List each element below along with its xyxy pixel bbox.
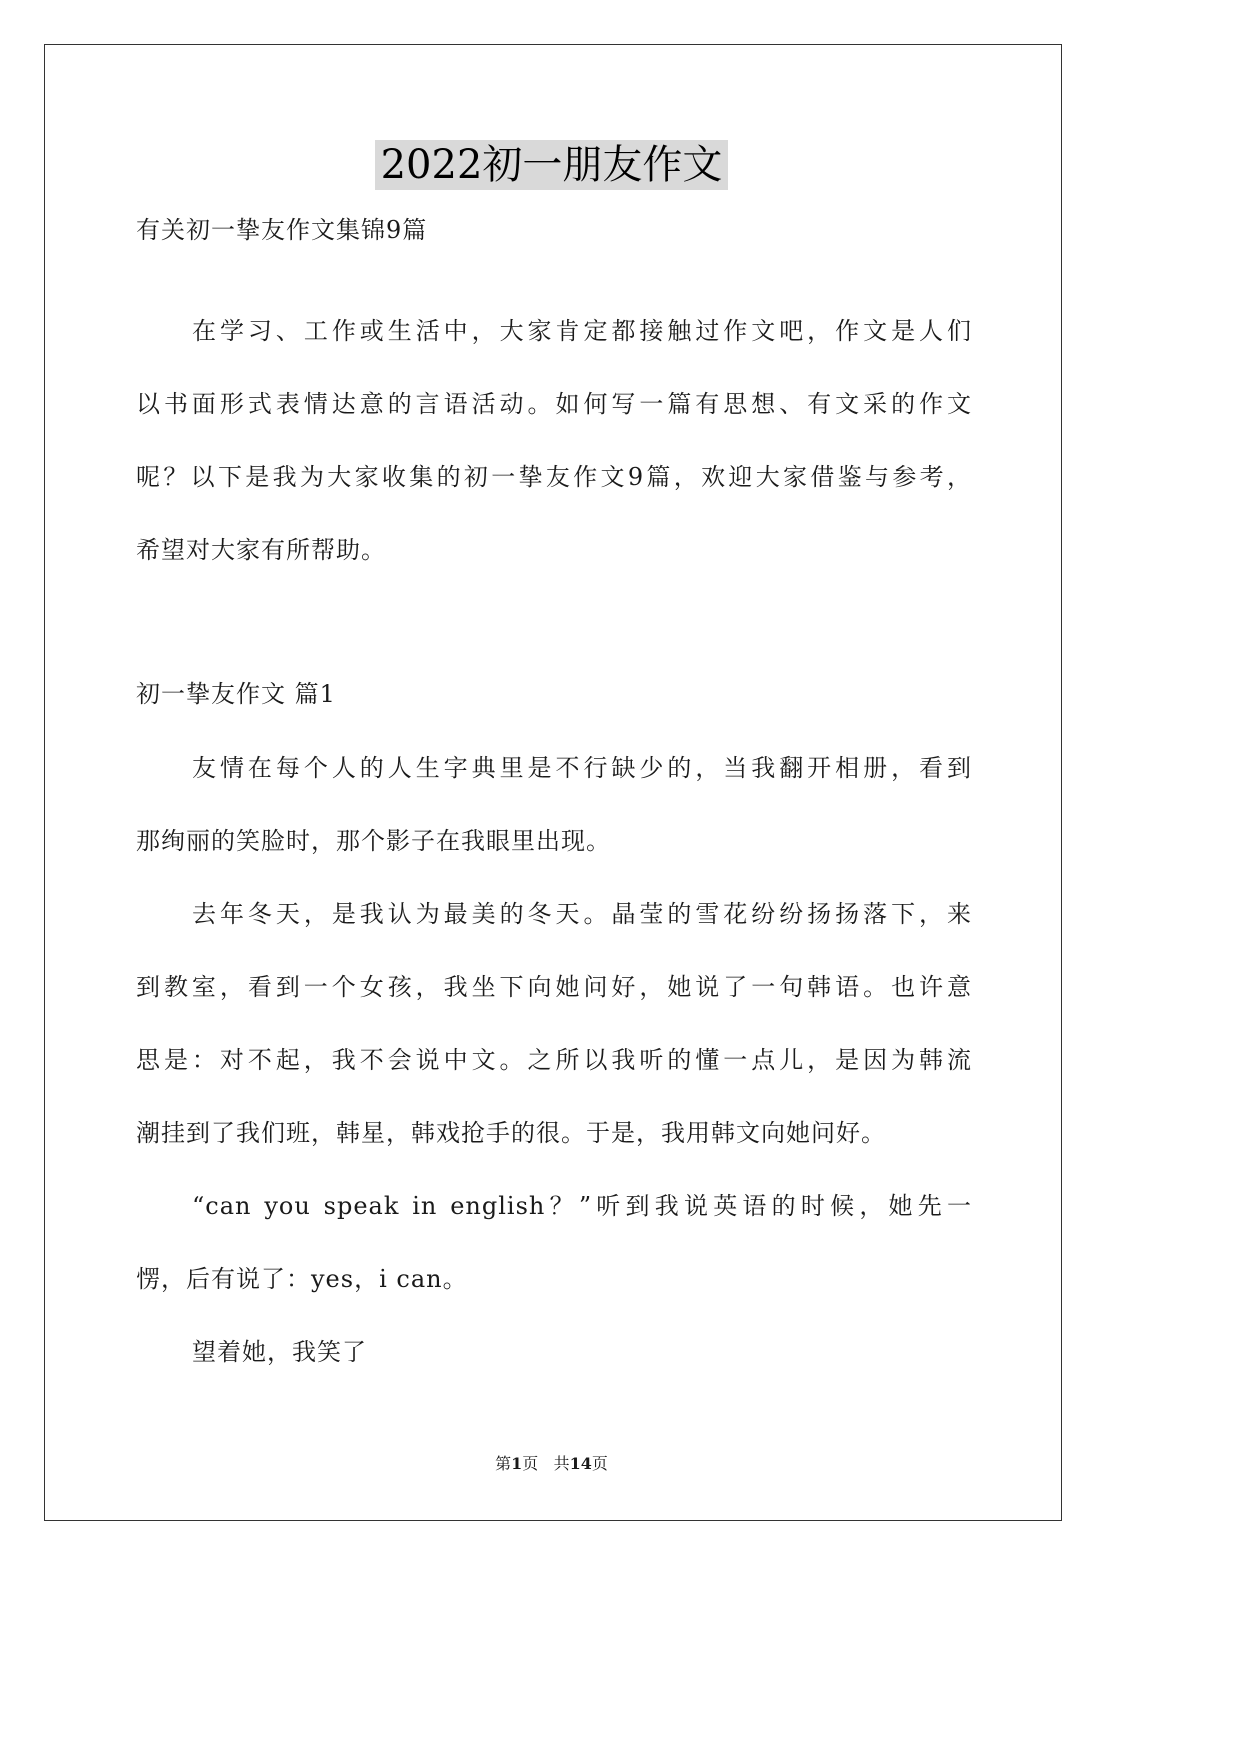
body-line-9: 望着她，我笑了 (192, 1338, 367, 1366)
footer-page-number: 1 (511, 1454, 523, 1473)
intro-line-4: 希望对大家有所帮助。 (136, 536, 386, 564)
intro-line-2: 以书面形式表情达意的言语活动。如何写一篇有思想、有文采的作文 (136, 390, 972, 418)
page-footer (0, 1452, 1103, 1476)
footer-total-prefix: 共 (553, 1454, 570, 1473)
footer-total-suffix: 页 (591, 1454, 608, 1473)
footer-page-suffix: 页 (522, 1454, 539, 1473)
body-line-7: “can you speak in english？”听到我说英语的时候，她先一 (192, 1192, 972, 1220)
subtitle: 有关初一挚友作文集锦9篇 (136, 216, 428, 244)
title-text: 2022初一朋友作文 (375, 140, 729, 190)
body-line-6: 潮挂到了我们班，韩星，韩戏抢手的很。于是，我用韩文向她问好。 (136, 1119, 886, 1147)
body-line-3: 去年冬天，是我认为最美的冬天。晶莹的雪花纷纷扬扬落下，来 (192, 900, 972, 928)
body-line-4: 到教室，看到一个女孩，我坐下向她问好，她说了一句韩语。也许意 (136, 973, 972, 1001)
footer-prefix: 第 (495, 1454, 512, 1473)
document-title (0, 140, 1103, 198)
section-heading: 初一挚友作文 篇1 (136, 680, 336, 708)
body-line-1: 友情在每个人的人生字典里是不行缺少的，当我翻开相册，看到 (192, 754, 972, 782)
footer-total-pages: 14 (569, 1454, 592, 1473)
intro-line-3: 呢？以下是我为大家收集的初一挚友作文9篇，欢迎大家借鉴与参考， (136, 463, 972, 491)
body-line-8: 愣，后有说了：yes，i can。 (136, 1265, 468, 1293)
intro-line-1: 在学习、工作或生活中，大家肯定都接触过作文吧，作文是人们 (192, 317, 972, 345)
body-line-5: 思是：对不起，我不会说中文。之所以我听的懂一点儿，是因为韩流 (136, 1046, 972, 1074)
body-line-2: 那绚丽的笑脸时，那个影子在我眼里出现。 (136, 827, 611, 855)
